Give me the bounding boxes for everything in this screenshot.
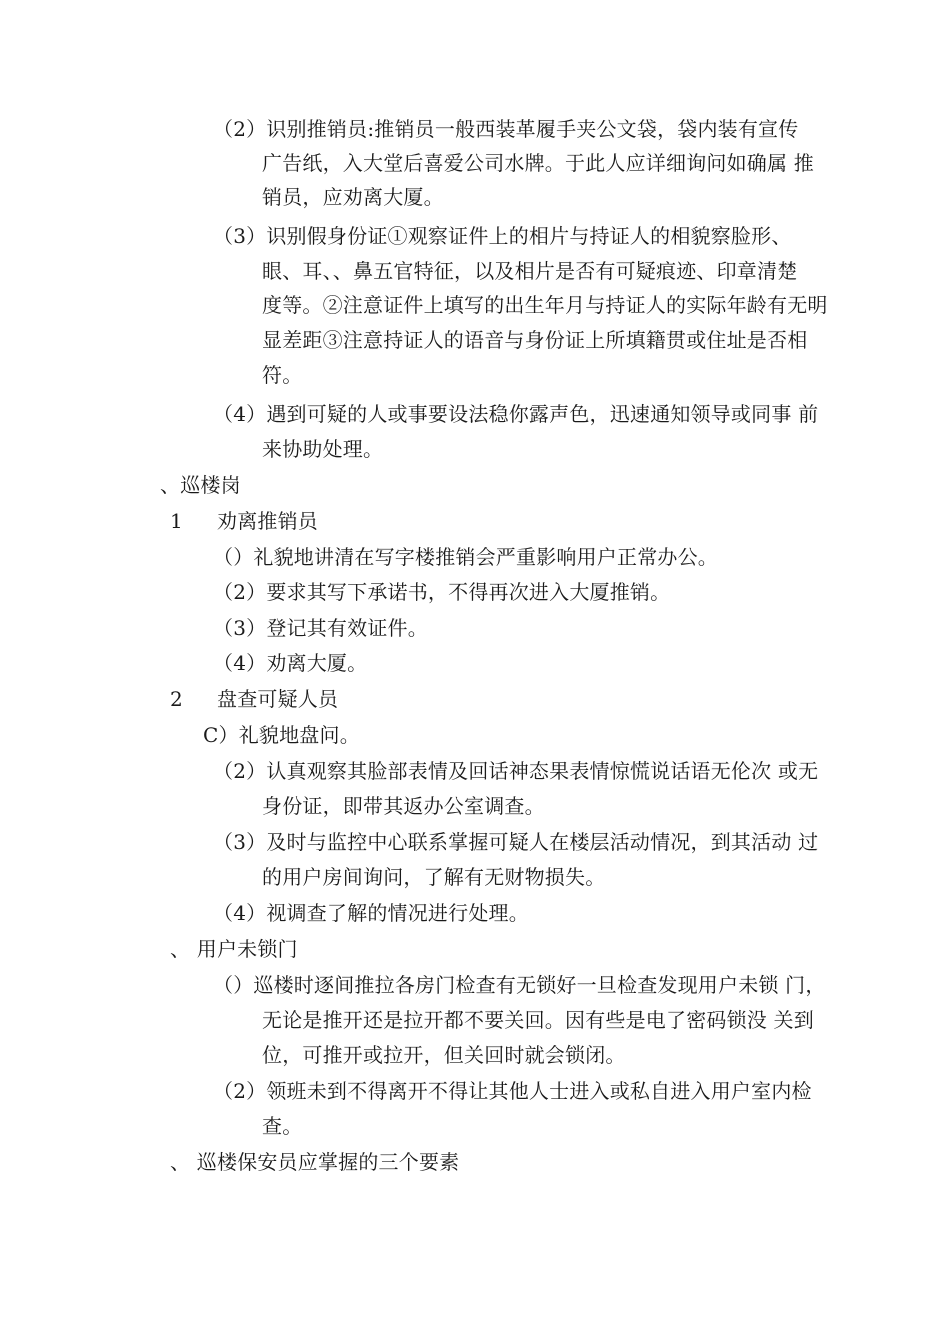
text-line: 查。 (262, 1114, 303, 1138)
text-line: 度等。②注意证件上填写的出生年月与持证人的实际年龄有无明 (262, 293, 828, 317)
section-heading: 、巡楼岗 (160, 473, 241, 497)
subsection-title: 、 巡楼保安员应掌握的三个要素 (170, 1150, 460, 1174)
list-item: （2）要求其写下承诺书，不得再次进入大厦推销。 (213, 580, 671, 604)
text-line: 广告纸，入大堂后喜爱公司水牌。于此人应详细询问如确属 推 (262, 151, 814, 175)
subsection-number: 1 (170, 509, 183, 533)
text-line: 的用户房间询问，了解有无财物损失。 (262, 865, 606, 889)
text-line: 位，可推开或拉开，但关回时就会锁闭。 (262, 1043, 626, 1067)
text-line: 符。 (262, 363, 303, 387)
list-item: （）礼貌地讲清在写字楼推销会严重影响用户正常办公。 (213, 545, 718, 569)
list-item: （2）认真观察其脸部表情及回话神态果表情惊慌说话语无伦次 或无 (213, 759, 819, 783)
list-item: （3）登记其有效证件。 (213, 616, 428, 640)
subsection-title: 、 用户未锁门 (170, 937, 298, 961)
text-line: 显差距③注意持证人的语音与身份证上所填籍贯或住址是否相 (262, 328, 808, 352)
subsection-title: 劝离推销员 (217, 509, 318, 533)
text-line: 来协助处理。 (262, 437, 384, 461)
list-item: （）巡楼时逐间推拉各房门检查有无锁好一旦检查发现用户未锁 门， (213, 973, 826, 997)
list-item: C）礼貌地盘问。 (203, 723, 360, 747)
text-line: 无论是推开还是拉开都不要关回。因有些是电了密码锁没 关到 (262, 1008, 814, 1032)
list-item: （2）领班未到不得离开不得让其他人士进入或私自进入用户室内检 (213, 1079, 812, 1103)
subsection-number: 2 (170, 687, 183, 711)
list-item: （4）劝离大厦。 (213, 651, 368, 675)
text-line: （2）识别推销员:推销员一般西装革履手夹公文袋，袋内装有宣传 (213, 117, 799, 141)
text-line: （3）识别假身份证①观察证件上的相片与持证人的相貌察脸形、 (213, 224, 792, 248)
text-line: 身份证，即带其返办公室调查。 (262, 794, 545, 818)
text-line: 眼、耳、、鼻五官特征，以及相片是否有可疑痕迹、印章清楚 (262, 259, 798, 283)
list-item: （3）及时与监控中心联系掌握可疑人在楼层活动情况，到其活动 过 (213, 830, 819, 854)
subsection-title: 盘查可疑人员 (217, 687, 339, 711)
list-item: （4）视调查了解的情况进行处理。 (213, 901, 529, 925)
text-line: 销员，应劝离大厦。 (262, 185, 444, 209)
text-line: （4）遇到可疑的人或事要设法稳你露声色，迅速通知领导或同事 前 (213, 402, 819, 426)
